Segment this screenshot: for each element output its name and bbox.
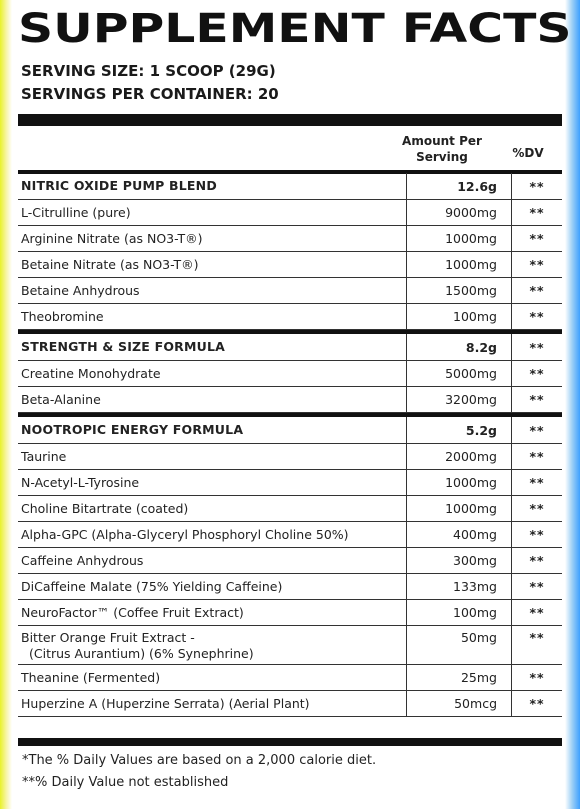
column-separator (406, 548, 407, 573)
servings-per-container: SERVINGS PER CONTAINER: 20 (21, 85, 279, 103)
ingredient-name (18, 449, 405, 465)
column-separator (511, 252, 512, 277)
ingredient-row (18, 226, 562, 252)
ingredient-name (18, 366, 405, 382)
ingredient-dv: ** (529, 501, 545, 516)
ingredient-dv: ** (529, 630, 545, 645)
ingredient-amount: 300mg (453, 553, 497, 568)
column-separator (406, 496, 407, 521)
ingredient-row (18, 361, 562, 387)
ingredient-name (18, 205, 405, 221)
section-dv: ** (529, 339, 545, 355)
ingredient-name-line: Arginine Nitrate (as NO3-T®) (21, 230, 203, 246)
column-separator (406, 387, 407, 412)
column-separator (406, 361, 407, 386)
column-separator (511, 574, 512, 599)
column-separator (406, 600, 407, 625)
ingredient-row (18, 304, 562, 330)
ingredient-amount: 25mg (460, 670, 497, 685)
ingredient-name (18, 605, 405, 621)
column-separator (511, 470, 512, 495)
ingredient-name-line-2: (Citrus Aurantium) (6% Synephrine) (29, 646, 254, 661)
column-separator (406, 691, 407, 716)
column-separator (511, 600, 512, 625)
ingredient-dv: ** (529, 309, 545, 324)
serving-size: SERVING SIZE: 1 SCOOP (29G) (21, 62, 276, 80)
ingredient-dv: ** (529, 231, 545, 246)
column-separator (406, 417, 407, 443)
ingredient-dv: ** (529, 449, 545, 464)
column-separator (406, 173, 407, 199)
ingredient-row (18, 200, 562, 226)
ingredient-amount: 1000mg (445, 501, 497, 516)
ingredient-name-line: DiCaffeine Malate (75% Yielding Caffeine) (21, 578, 283, 594)
ingredient-row (18, 600, 562, 626)
ingredient-name-line: L-Citrulline (pure) (21, 204, 131, 220)
ingredient-dv: ** (529, 696, 545, 711)
section-dv: ** (529, 178, 545, 194)
ingredient-row (18, 574, 562, 600)
ingredient-name (18, 501, 405, 517)
section-amount: 5.2g (465, 422, 497, 438)
ingredient-dv: ** (529, 283, 545, 298)
section-amount: 12.6g (457, 178, 497, 194)
column-separator (406, 278, 407, 303)
column-separator (511, 496, 512, 521)
ingredient-row (18, 691, 562, 717)
ingredient-amount: 3200mg (445, 392, 497, 407)
column-separator (511, 665, 512, 690)
column-separator (511, 173, 512, 199)
column-separator (406, 574, 407, 599)
section-name: STRENGTH & SIZE FORMULA (21, 339, 226, 354)
ingredient-amount: 100mg (453, 605, 497, 620)
column-separator (406, 252, 407, 277)
ingredient-name-line: NeuroFactor™ (Coffee Fruit Extract) (21, 604, 244, 620)
footer-divider-bar (18, 738, 562, 746)
column-separator (406, 334, 407, 360)
header-divider-bar (18, 114, 562, 126)
ingredient-amount: 5000mg (445, 366, 497, 381)
ingredient-dv: ** (529, 392, 545, 407)
ingredient-name-line: Alpha-GPC (Alpha-Glyceryl Phosphoryl Choline 50%) (21, 526, 349, 542)
ingredient-name (18, 283, 405, 299)
ingredient-dv: ** (529, 670, 545, 685)
ingredient-name (18, 696, 405, 712)
section-row (18, 413, 562, 444)
ingredient-row (18, 548, 562, 574)
ingredient-name-line: N-Acetyl-L-Tyrosine (21, 474, 140, 490)
ingredient-dv: ** (529, 527, 545, 542)
column-separator (511, 626, 512, 664)
ingredient-dv: ** (529, 366, 545, 381)
column-separator (511, 361, 512, 386)
column-separator (406, 470, 407, 495)
column-separator (511, 444, 512, 469)
ingredient-name-line: Bitter Orange Fruit Extract - (21, 630, 195, 645)
ingredient-name (18, 670, 405, 686)
column-separator (511, 334, 512, 360)
column-separator (406, 226, 407, 251)
ingredient-name-line: Creatine Monohydrate (21, 365, 161, 381)
ingredient-dv: ** (529, 475, 545, 490)
ingredient-row (18, 252, 562, 278)
ingredient-dv: ** (529, 205, 545, 220)
ingredient-name (18, 392, 405, 408)
column-separator (406, 626, 407, 664)
ingredient-name (18, 257, 405, 273)
ingredient-amount: 1000mg (445, 475, 497, 490)
section-row (18, 330, 562, 361)
page-title: SUPPLEMENT FACTS (18, 6, 572, 52)
section-dv: ** (529, 422, 545, 438)
ingredient-name-line: Betaine Anhydrous (21, 282, 140, 298)
section-name: NOOTROPIC ENERGY FORMULA (21, 422, 244, 437)
column-separator (511, 226, 512, 251)
ingredient-dv: ** (529, 257, 545, 272)
ingredient-amount: 1000mg (445, 231, 497, 246)
ingredient-row (18, 278, 562, 304)
column-separator (511, 387, 512, 412)
ingredient-amount: 9000mg (445, 205, 497, 220)
ingredient-row (18, 665, 562, 691)
ingredient-row (18, 496, 562, 522)
ingredient-amount: 50mcg (454, 696, 497, 711)
section-row (18, 173, 562, 200)
ingredient-name (18, 475, 405, 491)
ingredient-amount: 50mg (460, 630, 497, 645)
ingredient-amount: 133mg (453, 579, 497, 594)
section-amount: 8.2g (465, 339, 497, 355)
ingredient-name (18, 579, 405, 595)
footnote-daily-values: *The % Daily Values are based on a 2,000 calorie diet. (22, 753, 377, 768)
ingredient-row (18, 387, 562, 413)
ingredient-name (18, 527, 405, 543)
ingredient-amount: 100mg (453, 309, 497, 324)
ingredient-dv: ** (529, 553, 545, 568)
ingredient-amount: 2000mg (445, 449, 497, 464)
ingredient-name-line: Caffeine Anhydrous (21, 552, 144, 568)
column-separator (511, 278, 512, 303)
column-separator (511, 200, 512, 225)
ingredient-table (18, 173, 562, 717)
supplement-facts-panel (12, 0, 572, 809)
footnote-not-established: **% Daily Value not established (22, 775, 229, 790)
column-separator (406, 304, 407, 329)
ingredient-name (18, 231, 405, 247)
column-separator (406, 444, 407, 469)
ingredient-name (18, 553, 405, 569)
ingredient-name (18, 626, 405, 662)
ingredient-row (18, 626, 562, 665)
ingredient-dv: ** (529, 605, 545, 620)
column-separator (511, 417, 512, 443)
amount-per-serving-header: Amount Per Serving (402, 134, 482, 164)
ingredient-row (18, 444, 562, 470)
ingredient-name-line: Choline Bitartrate (coated) (21, 500, 189, 516)
ingredient-name-line: Taurine (21, 448, 67, 464)
column-separator (511, 548, 512, 573)
section-name: NITRIC OXIDE PUMP BLEND (21, 178, 217, 193)
ingredient-name-line: Betaine Nitrate (as NO3-T®) (21, 256, 199, 272)
column-separator (406, 522, 407, 547)
ingredient-name-line: Huperzine A (Huperzine Serrata) (Aerial Plant) (21, 695, 310, 711)
column-separator (511, 691, 512, 716)
column-separator (511, 522, 512, 547)
ingredient-row (18, 522, 562, 548)
dv-header: %DV (512, 146, 544, 160)
column-separator (511, 304, 512, 329)
ingredient-amount: 400mg (453, 527, 497, 542)
ingredient-name (18, 309, 405, 325)
ingredient-amount: 1500mg (445, 283, 497, 298)
ingredient-name-line: Theanine (Fermented) (21, 669, 161, 685)
ingredient-name-line: Theobromine (21, 308, 104, 324)
ingredient-name-line: Beta-Alanine (21, 391, 101, 407)
ingredient-row (18, 470, 562, 496)
ingredient-amount: 1000mg (445, 257, 497, 272)
ingredient-dv: ** (529, 579, 545, 594)
column-separator (406, 200, 407, 225)
column-separator (406, 665, 407, 690)
